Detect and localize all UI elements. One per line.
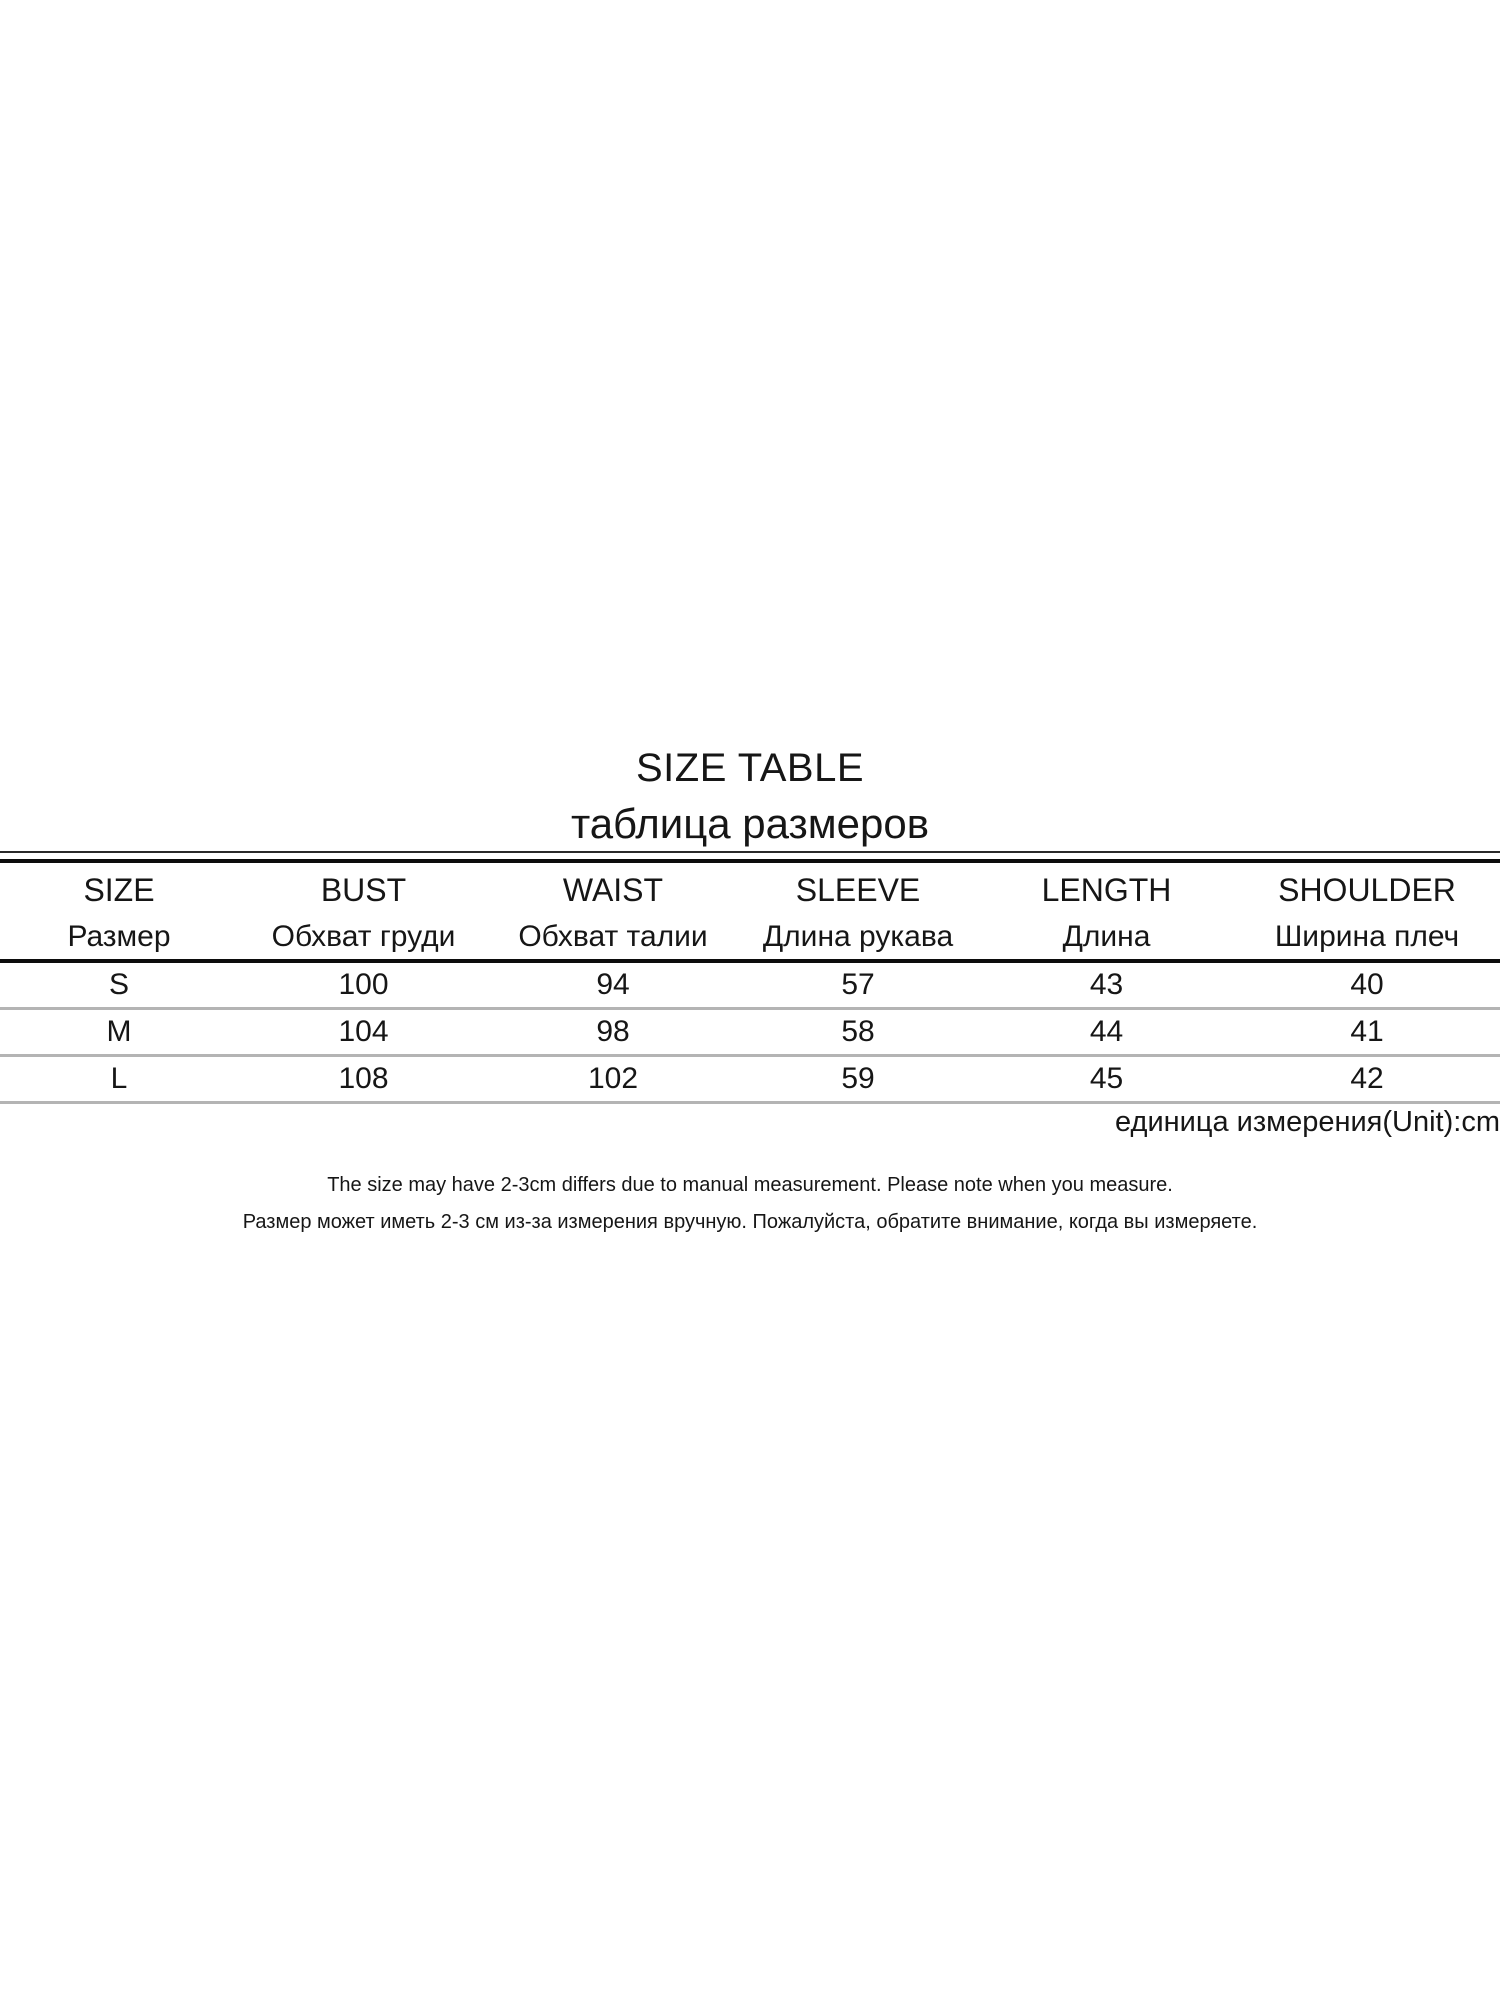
measurement-cell: 94 <box>489 961 737 1009</box>
measurement-cell: 58 <box>737 1009 979 1056</box>
size-cell: L <box>0 1056 238 1103</box>
size-table <box>0 863 1500 1104</box>
measurement-cell: 40 <box>1234 961 1500 1009</box>
column-header-en: SHOULDER <box>1278 872 1456 908</box>
table-row <box>0 1009 1500 1056</box>
measurement-cell: 104 <box>238 1009 489 1056</box>
column-header-en: WAIST <box>562 872 664 908</box>
header-row-ru <box>0 914 1500 961</box>
unit-note: единица измерения(Unit):cm <box>1115 1106 1500 1138</box>
measurement-cell: 102 <box>489 1056 737 1103</box>
measurement-note-en: The size may have 2-3cm differs due to manual measurement. Please note when you measure. <box>327 1174 1173 1196</box>
measurement-cell: 108 <box>238 1056 489 1103</box>
measurement-note-ru: Размер может иметь 2-3 см из-за измерения вручную. Пожалуйста, обратите внимание, когда вы измеряете. <box>242 1211 1258 1233</box>
measurement-cell: 59 <box>737 1056 979 1103</box>
size-cell: S <box>0 961 238 1009</box>
column-header-ru: Длина <box>979 914 1234 961</box>
column-header-ru: Длина рукава <box>737 914 979 961</box>
measurement-cell: 44 <box>979 1009 1234 1056</box>
column-header-ru: Обхват груди <box>238 914 489 961</box>
header-row-en <box>0 863 1500 914</box>
size-cell: M <box>0 1009 238 1056</box>
size-table-block <box>0 851 1500 1104</box>
column-header-ru: Обхват талии <box>489 914 737 961</box>
measurement-cell: 57 <box>737 961 979 1009</box>
column-header-en: SIZE <box>83 872 155 908</box>
column-header-ru: Размер <box>0 914 238 961</box>
column-header-ru: Ширина плеч <box>1234 914 1500 961</box>
column-header-en: SLEEVE <box>795 872 921 908</box>
measurement-cell: 41 <box>1234 1009 1500 1056</box>
measurement-cell: 98 <box>489 1009 737 1056</box>
measurement-cell: 42 <box>1234 1056 1500 1103</box>
measurement-cell: 100 <box>238 961 489 1009</box>
column-header-en: LENGTH <box>1041 872 1172 908</box>
measurement-cell: 45 <box>979 1056 1234 1103</box>
column-header-en: BUST <box>320 872 407 908</box>
page-subtitle: таблица размеров <box>570 800 930 847</box>
measurement-cell: 43 <box>979 961 1234 1009</box>
table-row <box>0 1056 1500 1103</box>
table-row <box>0 961 1500 1009</box>
page-title: SIZE TABLE <box>635 746 865 790</box>
